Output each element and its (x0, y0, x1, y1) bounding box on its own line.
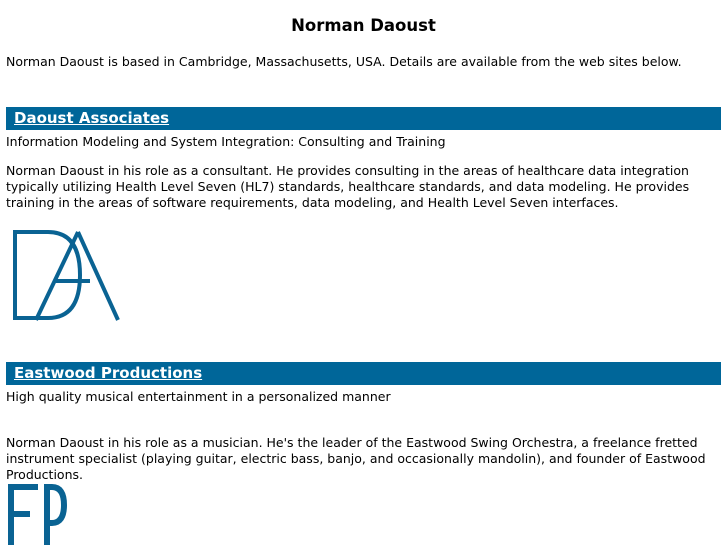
daoust-associates-link[interactable]: Daoust Associates (14, 109, 170, 127)
section-tagline: High quality musical entertainment in a personalized manner (6, 389, 391, 404)
eastwood-productions-link[interactable]: Eastwood Productions (14, 364, 203, 382)
section-description: Norman Daoust in his role as a consultant. He provides consulting in the areas of healthcare data integration typically utilizing Health Level Seven (HL7) standards, healthcare standards, and data modeling. He provides training in the areas of software requirements, data modeling, and Health Level Seven interfaces. (6, 163, 690, 210)
page-title: Norman Daoust (291, 16, 436, 35)
daoust-associates-logo (0, 220, 140, 330)
eastwood-productions-logo (0, 480, 100, 545)
section-tagline: Information Modeling and System Integration: Consulting and Training (6, 134, 446, 149)
intro-text: Norman Daoust is based in Cambridge, Massachusetts, USA. Details are available from the web sites below. (6, 54, 682, 69)
section-header-daoust-associates (6, 107, 721, 130)
section-description: Norman Daoust in his role as a musician. He's the leader of the Eastwood Swing Orchestra, a freelance fretted instrument specialist (playing guitar, electric bass, banjo, and occasionally mandolin), and founder of Eastwood Productions. (6, 435, 706, 482)
section-header-eastwood-productions (6, 362, 721, 385)
